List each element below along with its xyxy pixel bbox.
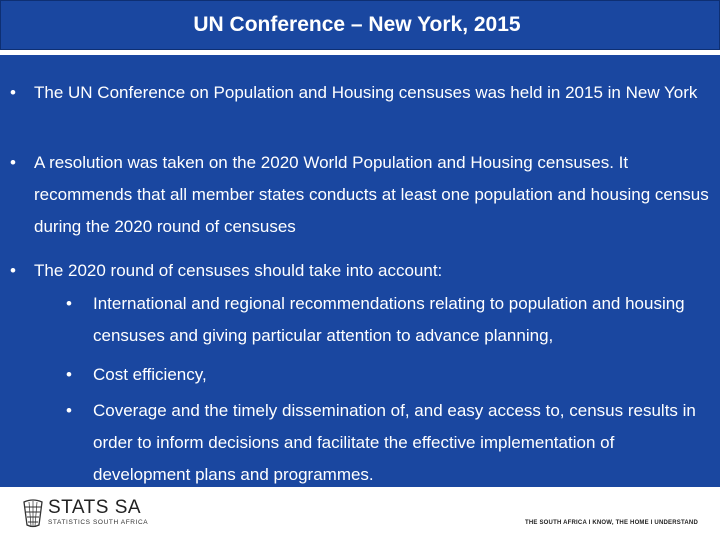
sub-bullet-text: Coverage and the timely dissemination of, and easy access to, census results in order to inform decisions and facilitate the effective implementation of development plans and programmes. bbox=[93, 401, 696, 484]
bullet-text: The 2020 round of censuses should take into account: bbox=[34, 261, 443, 280]
slide-content-panel bbox=[0, 55, 720, 487]
bullet-icon: • bbox=[66, 294, 72, 313]
sub-bullet-item bbox=[66, 395, 706, 491]
bullet-icon: • bbox=[66, 365, 72, 384]
slide-title: UN Conference – New York, 2015 bbox=[193, 13, 521, 36]
basket-logo-icon bbox=[22, 499, 44, 529]
bullet-icon: • bbox=[66, 401, 72, 420]
logo-name: STATS SA bbox=[48, 497, 142, 518]
bullet-item bbox=[10, 77, 710, 109]
footer-tagline: THE SOUTH AFRICA I KNOW, THE HOME I UNDERSTAND bbox=[525, 520, 698, 526]
slide-title-bar bbox=[0, 0, 720, 50]
bullet-item bbox=[10, 147, 720, 243]
sub-bullet-item bbox=[66, 288, 706, 352]
bullet-item bbox=[10, 255, 710, 287]
slide-footer bbox=[0, 487, 720, 540]
sub-bullet-text: Cost efficiency, bbox=[93, 365, 207, 384]
logo-subtitle: STATISTICS SOUTH AFRICA bbox=[48, 519, 149, 526]
bullet-text: The UN Conference on Population and Housing censuses was held in 2015 in New York bbox=[34, 83, 698, 102]
bullet-icon: • bbox=[10, 261, 16, 280]
bullet-icon: • bbox=[10, 153, 16, 172]
bullet-icon: • bbox=[10, 83, 16, 102]
sub-bullet-item bbox=[66, 359, 706, 391]
bullet-text: A resolution was taken on the 2020 World Population and Housing censuses. It recommends that all member states conducts at least one population and housing census during the 2020 round of censuses bbox=[34, 153, 709, 236]
sub-bullet-text: International and regional recommendations relating to population and housing censuses and giving particular attention to advance planning, bbox=[93, 294, 685, 345]
